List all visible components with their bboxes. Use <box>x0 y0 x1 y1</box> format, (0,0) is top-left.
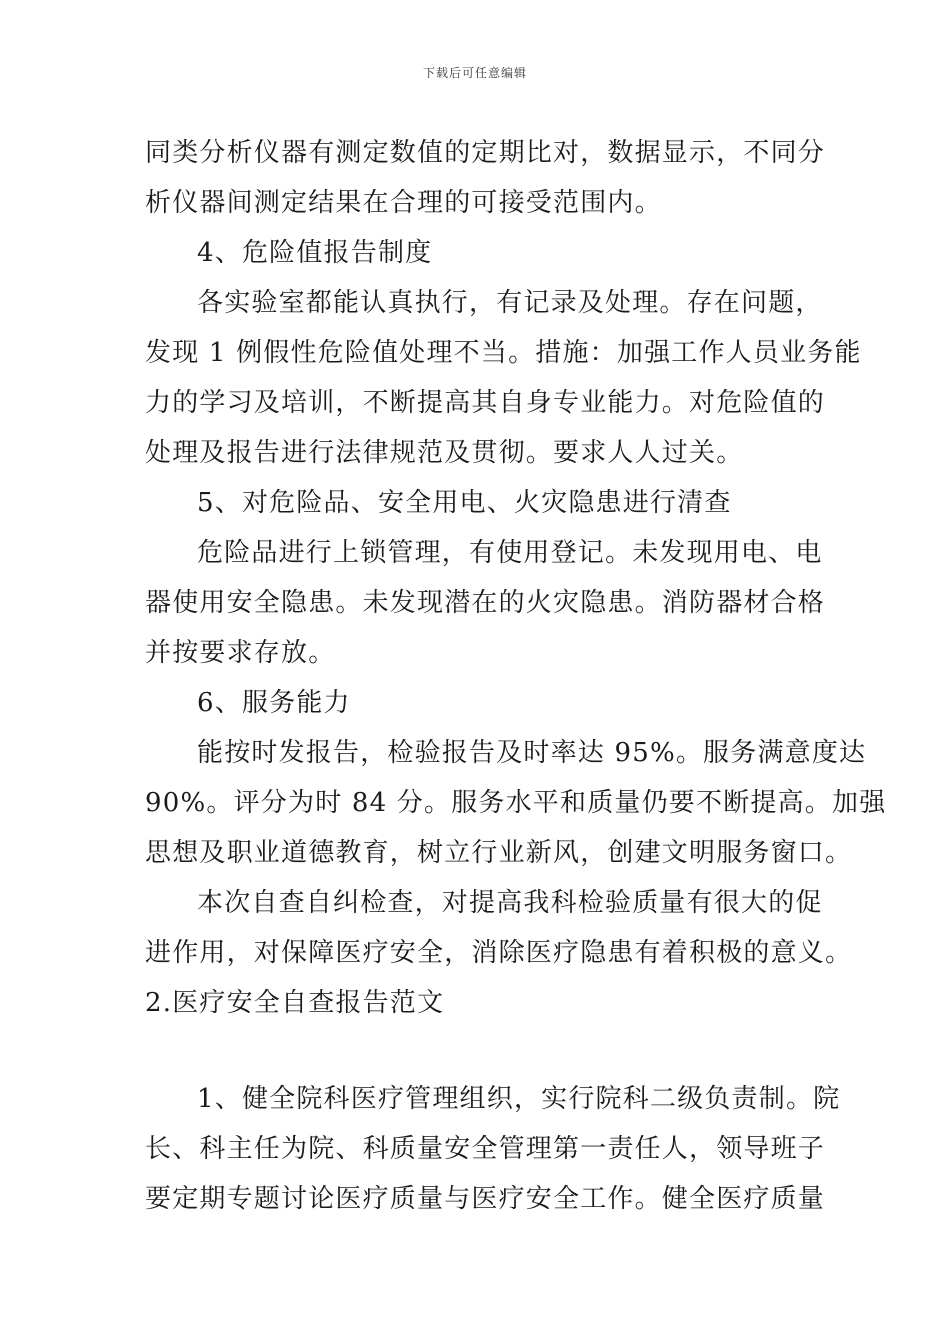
text-line: 能按时发报告，检验报告及时率达 95%。服务满意度达 <box>197 738 867 768</box>
text-line: 析仪器间测定结果在合理的可接受范围内。 <box>145 188 662 218</box>
text-line: 力的学习及培训，不断提高其自身专业能力。对危险值的 <box>145 388 826 418</box>
text-line: 要定期专题讨论医疗质量与医疗安全工作。健全医疗质量 <box>145 1184 826 1214</box>
text-line: 发现 1 例假性危险值处理不当。措施：加强工作人员业务能 <box>145 338 862 368</box>
text-line: 危险品进行上锁管理，有使用登记。未发现用电、电 <box>197 538 823 568</box>
text-line: 并按要求存放。 <box>145 638 336 668</box>
document-body <box>145 128 887 1224</box>
text-line: 90%。评分为时 84 分。服务水平和质量仍要不断提高。加强 <box>145 788 887 818</box>
article-title: 2.医疗安全自查报告范文 <box>145 988 445 1018</box>
text-line: 同类分析仪器有测定数值的定期比对，数据显示，不同分 <box>145 138 826 168</box>
text-line: 长、科主任为院、科质量安全管理第一责任人，领导班子 <box>145 1134 826 1164</box>
paragraph-gap <box>145 1028 810 1074</box>
text-line: 思想及职业道德教育，树立行业新风，创建文明服务窗口。 <box>145 838 853 868</box>
section-heading: 5、对危险品、安全用电、火灾隐患进行清查 <box>197 488 732 518</box>
text-line: 处理及报告进行法律规范及贯彻。要求人人过关。 <box>145 438 744 468</box>
text-line: 各实验室都能认真执行，有记录及处理。存在问题， <box>197 288 823 318</box>
text-line: 进作用，对保障医疗安全，消除医疗隐患有着积极的意义。 <box>145 938 853 968</box>
text-line: 1、健全院科医疗管理组织，实行院科二级负责制。院 <box>197 1084 841 1114</box>
section-heading: 6、服务能力 <box>197 688 351 718</box>
text-line: 器使用安全隐患。未发现潜在的火灾隐患。消防器材合格 <box>145 588 826 618</box>
section-heading: 4、危险值报告制度 <box>197 238 433 268</box>
page-header: 下载后可任意编辑 <box>422 66 527 80</box>
text-line: 本次自查自纠检查，对提高我科检验质量有很大的促 <box>197 888 823 918</box>
